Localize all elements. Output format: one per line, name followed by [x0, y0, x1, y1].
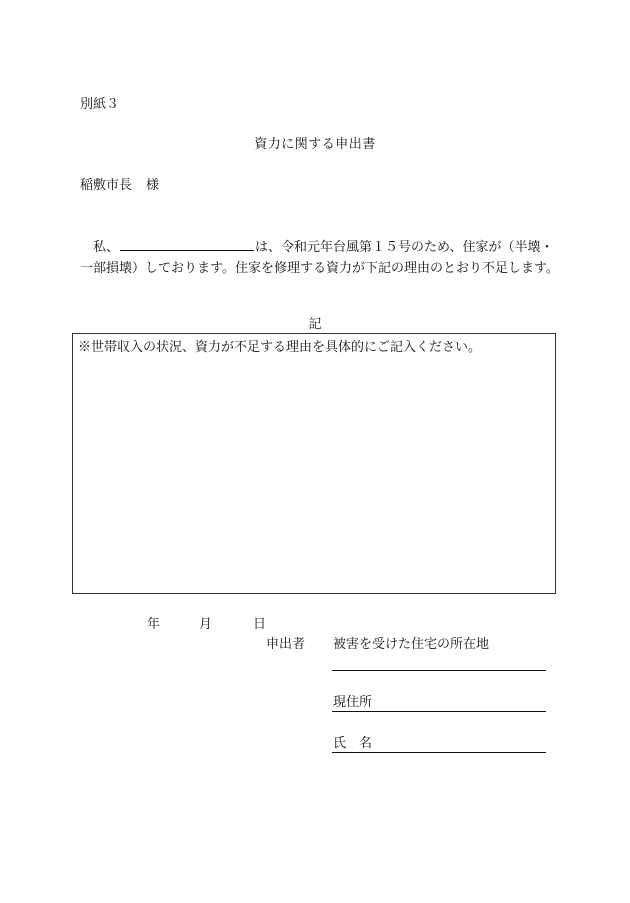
declarant-name-blank[interactable]	[120, 239, 254, 251]
date-month-label: 月	[199, 617, 213, 632]
reason-box[interactable]	[72, 333, 556, 594]
addressee-name: 稲敷市長	[80, 178, 133, 193]
reason-box-note: ※世帯収入の状況、資力が不足する理由を具体的にご記入ください。	[78, 340, 482, 355]
current-address-field[interactable]	[332, 695, 546, 712]
document-title: 資力に関する申出書	[254, 137, 376, 152]
applicant-label: 申出者	[266, 637, 306, 652]
annex-label: 別紙３	[80, 97, 120, 112]
damaged-address-field[interactable]	[332, 670, 546, 671]
addressee-honorific: 様	[146, 178, 160, 193]
damaged-address-label: 被害を受けた住宅の所在地	[333, 637, 490, 652]
date-year-label: 年	[147, 617, 161, 632]
declaration-lead: 私、	[93, 240, 120, 255]
applicant-name-label: 氏 名	[333, 736, 373, 751]
current-address-label: 現住所	[333, 695, 373, 710]
ki-label: 記	[308, 317, 322, 332]
addressee	[80, 179, 159, 192]
date-day-label: 日	[253, 617, 267, 632]
applicant-name-field[interactable]	[332, 736, 546, 753]
declaration-text	[80, 237, 560, 279]
declaration-body: は、令和元年台風第１５号のため、住家が（半壊・一部損壊）しております。住家を修理する資力が下記の理由のとおり不足します。	[80, 240, 559, 276]
